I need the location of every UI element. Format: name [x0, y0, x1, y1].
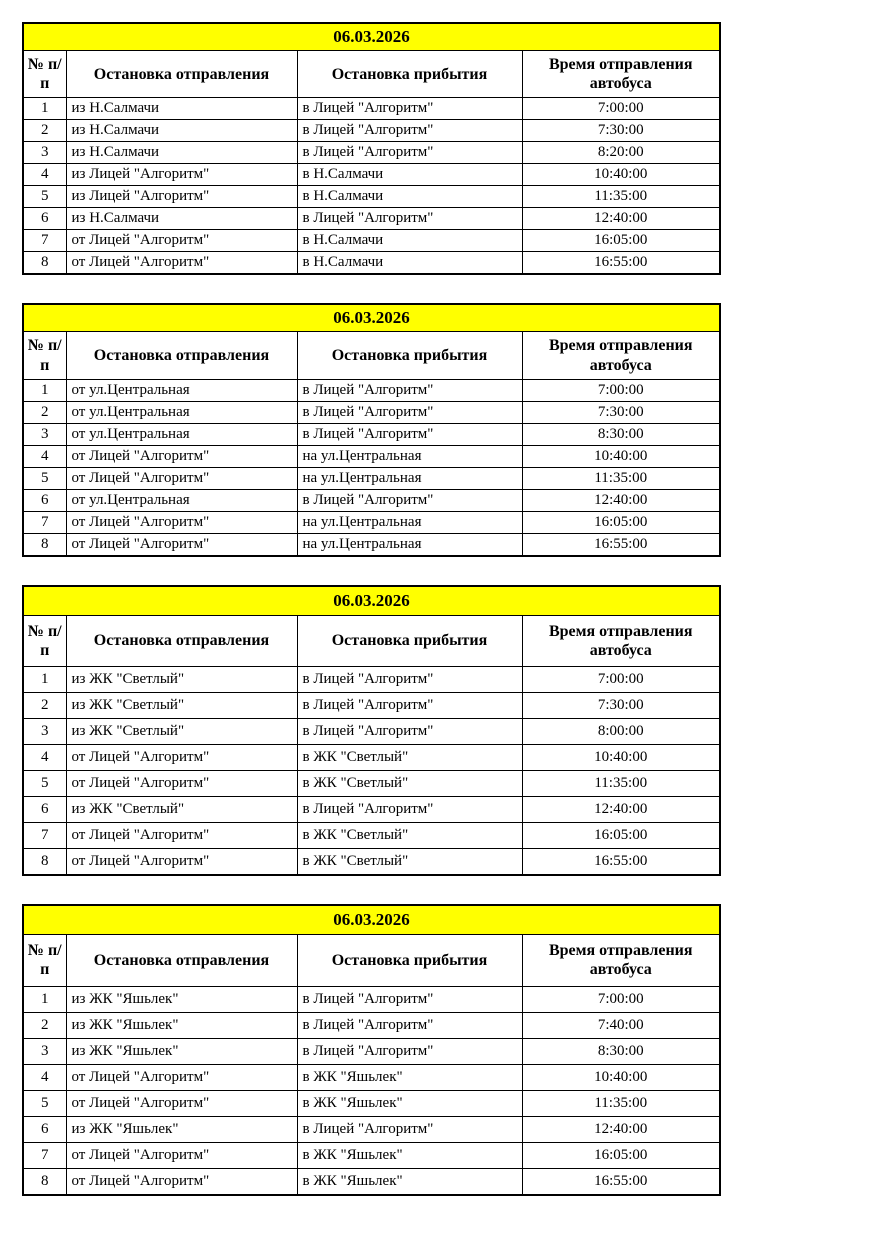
table-row [23, 849, 720, 876]
schedule-table-yashlek [22, 904, 721, 1195]
table-row [23, 1168, 720, 1195]
table-row [23, 771, 720, 797]
departure-stop-cell: из Н.Салмачи [66, 142, 297, 164]
header-row [23, 51, 720, 98]
table-row [23, 252, 720, 275]
departure-time-cell: 12:40:00 [522, 1116, 720, 1142]
date-row [23, 905, 720, 935]
departure-stop-cell: от Лицей "Алгоритм" [66, 823, 297, 849]
departure-stop-cell: от ул.Центральная [66, 489, 297, 511]
table-row [23, 1116, 720, 1142]
departure-stop-cell: от ул.Центральная [66, 423, 297, 445]
departure-stop-cell: от Лицей "Алгоритм" [66, 745, 297, 771]
departure-stop-cell: из ЖК "Светлый" [66, 667, 297, 693]
arrival-stop-cell: в ЖК "Светлый" [297, 849, 522, 876]
departure-time-cell: 10:40:00 [522, 745, 720, 771]
row-number-cell: 7 [23, 823, 66, 849]
table-row [23, 1090, 720, 1116]
row-number-cell: 1 [23, 667, 66, 693]
table-row [23, 1038, 720, 1064]
departure-stop-cell: из ЖК "Яшьлек" [66, 1116, 297, 1142]
departure-time-cell: 16:55:00 [522, 252, 720, 275]
arrival-stop-cell: в ЖК "Светлый" [297, 823, 522, 849]
departure-time-cell: 7:00:00 [522, 667, 720, 693]
column-header-departure: Остановка отправления [66, 615, 297, 666]
arrival-stop-cell: в Лицей "Алгоритм" [297, 423, 522, 445]
arrival-stop-cell: в Лицей "Алгоритм" [297, 1116, 522, 1142]
table-row [23, 693, 720, 719]
row-number-cell: 4 [23, 1064, 66, 1090]
row-number-cell: 3 [23, 719, 66, 745]
row-number-cell: 2 [23, 1012, 66, 1038]
row-number-cell: 8 [23, 849, 66, 876]
column-header-departure: Остановка отправления [66, 935, 297, 986]
table-row [23, 164, 720, 186]
arrival-stop-cell: в Лицей "Алгоритм" [297, 142, 522, 164]
departure-stop-cell: от Лицей "Алгоритм" [66, 252, 297, 275]
table-row [23, 98, 720, 120]
arrival-stop-cell: в Лицей "Алгоритм" [297, 1038, 522, 1064]
table-row [23, 489, 720, 511]
departure-stop-cell: от Лицей "Алгоритм" [66, 771, 297, 797]
table-row [23, 230, 720, 252]
arrival-stop-cell: в Н.Салмачи [297, 164, 522, 186]
arrival-stop-cell: на ул.Центральная [297, 533, 522, 556]
departure-stop-cell: из Н.Салмачи [66, 208, 297, 230]
departure-time-cell: 16:55:00 [522, 533, 720, 556]
departure-time-cell: 10:40:00 [522, 445, 720, 467]
departure-time-cell: 10:40:00 [522, 1064, 720, 1090]
arrival-stop-cell: на ул.Центральная [297, 511, 522, 533]
column-header-num: № п/п [23, 615, 66, 666]
arrival-stop-cell: в Лицей "Алгоритм" [297, 98, 522, 120]
column-header-time: Время отправления автобуса [522, 935, 720, 986]
departure-stop-cell: от Лицей "Алгоритм" [66, 849, 297, 876]
departure-time-cell: 11:35:00 [522, 467, 720, 489]
departure-time-cell: 7:30:00 [522, 401, 720, 423]
table-row [23, 533, 720, 556]
arrival-stop-cell: в ЖК "Яшьлек" [297, 1168, 522, 1195]
row-number-cell: 6 [23, 489, 66, 511]
date-row [23, 23, 720, 51]
column-header-time: Время отправления автобуса [522, 51, 720, 98]
table-row [23, 379, 720, 401]
date-value: 06.03.2026 [23, 304, 720, 332]
row-number-cell: 2 [23, 120, 66, 142]
departure-stop-cell: от Лицей "Алгоритм" [66, 1064, 297, 1090]
departure-stop-cell: от Лицей "Алгоритм" [66, 1090, 297, 1116]
departure-time-cell: 8:20:00 [522, 142, 720, 164]
departure-stop-cell: от Лицей "Алгоритм" [66, 511, 297, 533]
row-number-cell: 5 [23, 467, 66, 489]
departure-time-cell: 8:30:00 [522, 1038, 720, 1064]
row-number-cell: 5 [23, 771, 66, 797]
table-row [23, 823, 720, 849]
departure-stop-cell: из Лицей "Алгоритм" [66, 186, 297, 208]
header-row [23, 935, 720, 986]
departure-time-cell: 8:30:00 [522, 423, 720, 445]
arrival-stop-cell: в ЖК "Яшьлек" [297, 1064, 522, 1090]
row-number-cell: 6 [23, 1116, 66, 1142]
header-row [23, 332, 720, 379]
row-number-cell: 5 [23, 1090, 66, 1116]
departure-stop-cell: из ЖК "Светлый" [66, 797, 297, 823]
departure-stop-cell: из ЖК "Светлый" [66, 693, 297, 719]
row-number-cell: 2 [23, 693, 66, 719]
arrival-stop-cell: в Лицей "Алгоритм" [297, 693, 522, 719]
departure-time-cell: 16:05:00 [522, 823, 720, 849]
table-row [23, 1142, 720, 1168]
arrival-stop-cell: в ЖК "Яшьлек" [297, 1142, 522, 1168]
departure-stop-cell: от Лицей "Алгоритм" [66, 467, 297, 489]
departure-stop-cell: из ЖК "Яшьлек" [66, 1038, 297, 1064]
date-value: 06.03.2026 [23, 23, 720, 51]
table-row [23, 186, 720, 208]
table-row [23, 1012, 720, 1038]
departure-time-cell: 16:05:00 [522, 1142, 720, 1168]
date-value: 06.03.2026 [23, 905, 720, 935]
column-header-arrival: Остановка прибытия [297, 935, 522, 986]
row-number-cell: 7 [23, 511, 66, 533]
row-number-cell: 3 [23, 423, 66, 445]
table-row [23, 467, 720, 489]
arrival-stop-cell: на ул.Центральная [297, 445, 522, 467]
departure-stop-cell: от Лицей "Алгоритм" [66, 1168, 297, 1195]
departure-time-cell: 12:40:00 [522, 489, 720, 511]
departure-time-cell: 12:40:00 [522, 208, 720, 230]
departure-stop-cell: от ул.Центральная [66, 401, 297, 423]
arrival-stop-cell: в Лицей "Алгоритм" [297, 797, 522, 823]
date-row [23, 586, 720, 616]
departure-time-cell: 11:35:00 [522, 186, 720, 208]
departure-stop-cell: от Лицей "Алгоритм" [66, 445, 297, 467]
column-header-arrival: Остановка прибытия [297, 332, 522, 379]
row-number-cell: 1 [23, 379, 66, 401]
arrival-stop-cell: в Н.Салмачи [297, 230, 522, 252]
departure-stop-cell: от ул.Центральная [66, 379, 297, 401]
row-number-cell: 4 [23, 445, 66, 467]
row-number-cell: 5 [23, 186, 66, 208]
column-header-arrival: Остановка прибытия [297, 615, 522, 666]
header-row [23, 615, 720, 666]
arrival-stop-cell: в Лицей "Алгоритм" [297, 489, 522, 511]
departure-time-cell: 16:05:00 [522, 230, 720, 252]
row-number-cell: 6 [23, 797, 66, 823]
departure-time-cell: 8:00:00 [522, 719, 720, 745]
arrival-stop-cell: в Лицей "Алгоритм" [297, 120, 522, 142]
arrival-stop-cell: в Н.Салмачи [297, 186, 522, 208]
arrival-stop-cell: в ЖК "Светлый" [297, 745, 522, 771]
row-number-cell: 7 [23, 230, 66, 252]
row-number-cell: 4 [23, 745, 66, 771]
departure-time-cell: 16:55:00 [522, 849, 720, 876]
row-number-cell: 8 [23, 533, 66, 556]
column-header-num: № п/п [23, 332, 66, 379]
table-row [23, 797, 720, 823]
arrival-stop-cell: в Лицей "Алгоритм" [297, 719, 522, 745]
departure-stop-cell: из ЖК "Яшьлек" [66, 986, 297, 1012]
row-number-cell: 3 [23, 142, 66, 164]
arrival-stop-cell: в Н.Салмачи [297, 252, 522, 275]
departure-time-cell: 10:40:00 [522, 164, 720, 186]
table-row [23, 986, 720, 1012]
arrival-stop-cell: в ЖК "Светлый" [297, 771, 522, 797]
date-value: 06.03.2026 [23, 586, 720, 616]
departure-stop-cell: из ЖК "Яшьлек" [66, 1012, 297, 1038]
departure-time-cell: 7:30:00 [522, 120, 720, 142]
row-number-cell: 4 [23, 164, 66, 186]
arrival-stop-cell: в ЖК "Яшьлек" [297, 1090, 522, 1116]
column-header-arrival: Остановка прибытия [297, 51, 522, 98]
row-number-cell: 3 [23, 1038, 66, 1064]
table-row [23, 445, 720, 467]
row-number-cell: 1 [23, 98, 66, 120]
table-row [23, 667, 720, 693]
table-row [23, 745, 720, 771]
arrival-stop-cell: в Лицей "Алгоритм" [297, 208, 522, 230]
departure-time-cell: 16:55:00 [522, 1168, 720, 1195]
table-row [23, 142, 720, 164]
table-row [23, 401, 720, 423]
column-header-num: № п/п [23, 51, 66, 98]
row-number-cell: 6 [23, 208, 66, 230]
row-number-cell: 1 [23, 986, 66, 1012]
date-row [23, 304, 720, 332]
arrival-stop-cell: в Лицей "Алгоритм" [297, 1012, 522, 1038]
table-row [23, 1064, 720, 1090]
table-row [23, 423, 720, 445]
schedule-table-n-salmachi [22, 22, 721, 275]
departure-time-cell: 16:05:00 [522, 511, 720, 533]
table-row [23, 719, 720, 745]
departure-stop-cell: от Лицей "Алгоритм" [66, 533, 297, 556]
departure-stop-cell: из ЖК "Светлый" [66, 719, 297, 745]
column-header-time: Время отправления автобуса [522, 332, 720, 379]
table-row [23, 120, 720, 142]
departure-time-cell: 7:00:00 [522, 379, 720, 401]
departure-time-cell: 7:30:00 [522, 693, 720, 719]
column-header-departure: Остановка отправления [66, 332, 297, 379]
departure-time-cell: 12:40:00 [522, 797, 720, 823]
arrival-stop-cell: в Лицей "Алгоритм" [297, 667, 522, 693]
arrival-stop-cell: в Лицей "Алгоритм" [297, 986, 522, 1012]
row-number-cell: 7 [23, 1142, 66, 1168]
schedule-table-tsentralnaya [22, 303, 721, 556]
departure-time-cell: 7:40:00 [522, 1012, 720, 1038]
departure-stop-cell: от Лицей "Алгоритм" [66, 1142, 297, 1168]
departure-stop-cell: из Лицей "Алгоритм" [66, 164, 297, 186]
row-number-cell: 8 [23, 252, 66, 275]
departure-stop-cell: из Н.Салмачи [66, 98, 297, 120]
departure-time-cell: 7:00:00 [522, 98, 720, 120]
column-header-time: Время отправления автобуса [522, 615, 720, 666]
column-header-num: № п/п [23, 935, 66, 986]
departure-time-cell: 7:00:00 [522, 986, 720, 1012]
schedule-table-svetly [22, 585, 721, 876]
column-header-departure: Остановка отправления [66, 51, 297, 98]
departure-stop-cell: из Н.Салмачи [66, 120, 297, 142]
arrival-stop-cell: в Лицей "Алгоритм" [297, 401, 522, 423]
arrival-stop-cell: на ул.Центральная [297, 467, 522, 489]
arrival-stop-cell: в Лицей "Алгоритм" [297, 379, 522, 401]
table-row [23, 511, 720, 533]
table-row [23, 208, 720, 230]
departure-time-cell: 11:35:00 [522, 771, 720, 797]
row-number-cell: 8 [23, 1168, 66, 1195]
departure-time-cell: 11:35:00 [522, 1090, 720, 1116]
row-number-cell: 2 [23, 401, 66, 423]
departure-stop-cell: от Лицей "Алгоритм" [66, 230, 297, 252]
